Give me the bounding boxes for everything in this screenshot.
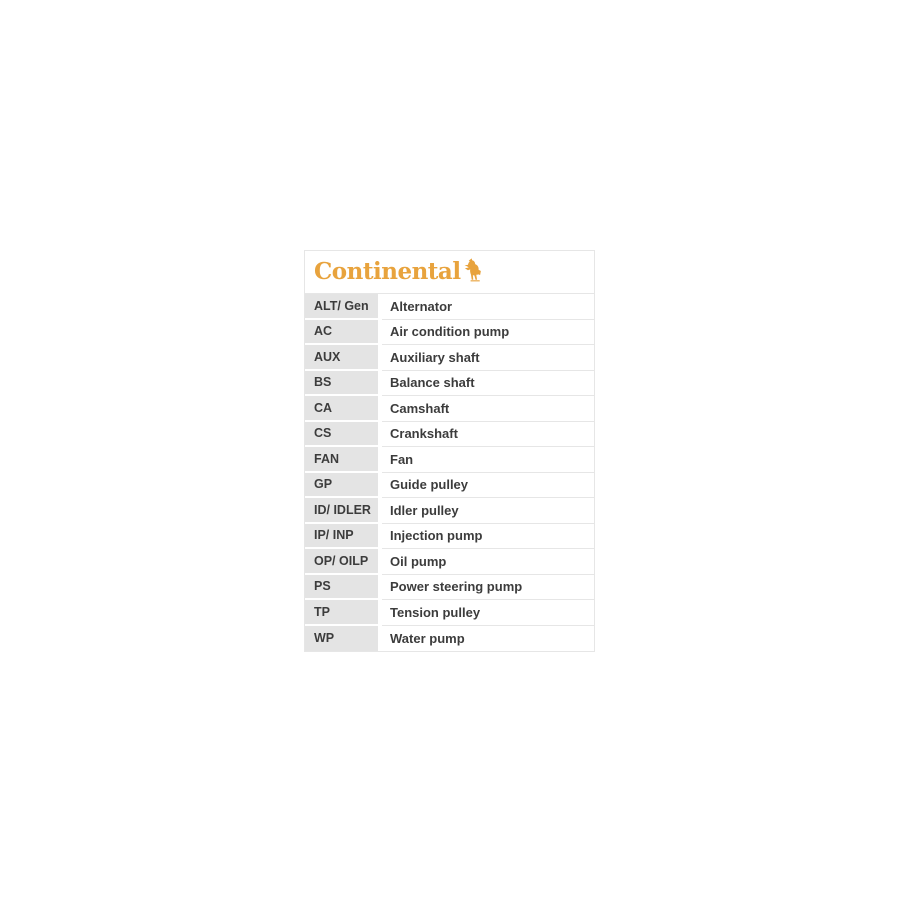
abbreviation-cell: IP/ INP (305, 524, 378, 550)
description-cell: Alternator (382, 294, 594, 320)
abbreviation-cell: AUX (305, 345, 378, 371)
description-cell: Fan (382, 447, 594, 473)
description-cell: Camshaft (382, 396, 594, 422)
abbreviation-cell: GP (305, 473, 378, 499)
abbreviation-cell: BS (305, 371, 378, 397)
table-row (305, 626, 594, 652)
description-cell: Water pump (390, 630, 465, 646)
description-cell: Auxiliary shaft (382, 345, 594, 371)
continental-logo-text: Continental (314, 258, 461, 285)
abbreviation-cell: CS (305, 422, 378, 448)
description-cell: Crankshaft (382, 422, 594, 448)
legend-rows (305, 294, 594, 651)
description-cell: Balance shaft (382, 371, 594, 397)
rearing-horse-icon (463, 258, 482, 282)
table-row (305, 549, 594, 575)
abbreviation-cell: ID/ IDLER (305, 498, 378, 524)
abbreviation-cell: WP (305, 626, 378, 652)
table-row (305, 524, 594, 550)
table-row (305, 498, 594, 524)
continental-logo (314, 259, 482, 285)
description-cell: Tension pulley (382, 600, 594, 626)
description-cell: Power steering pump (382, 575, 594, 601)
description-cell: Guide pulley (382, 473, 594, 499)
table-row (305, 447, 594, 473)
table-row (305, 320, 594, 346)
abbreviation-cell: CA (305, 396, 378, 422)
abbreviation-cell: PS (305, 575, 378, 601)
table-row (305, 422, 594, 448)
description-cell: Injection pump (382, 524, 594, 550)
table-row (305, 371, 594, 397)
table-row (305, 396, 594, 422)
table-row (305, 473, 594, 499)
table-row (305, 575, 594, 601)
description-cell: Air condition pump (382, 320, 594, 346)
abbreviation-cell: AC (305, 320, 378, 346)
description-cell: Oil pump (382, 549, 594, 575)
abbreviation-cell: ALT/ Gen (305, 294, 378, 320)
abbreviation-cell: TP (305, 600, 378, 626)
abbreviation-cell: OP/ OILP (305, 549, 378, 575)
description-cell: Idler pulley (382, 498, 594, 524)
abbreviation-legend-table (304, 250, 595, 652)
table-row (305, 294, 594, 320)
abbreviation-cell: FAN (305, 447, 378, 473)
table-row (305, 345, 594, 371)
table-row (305, 600, 594, 626)
table-header (305, 251, 594, 294)
